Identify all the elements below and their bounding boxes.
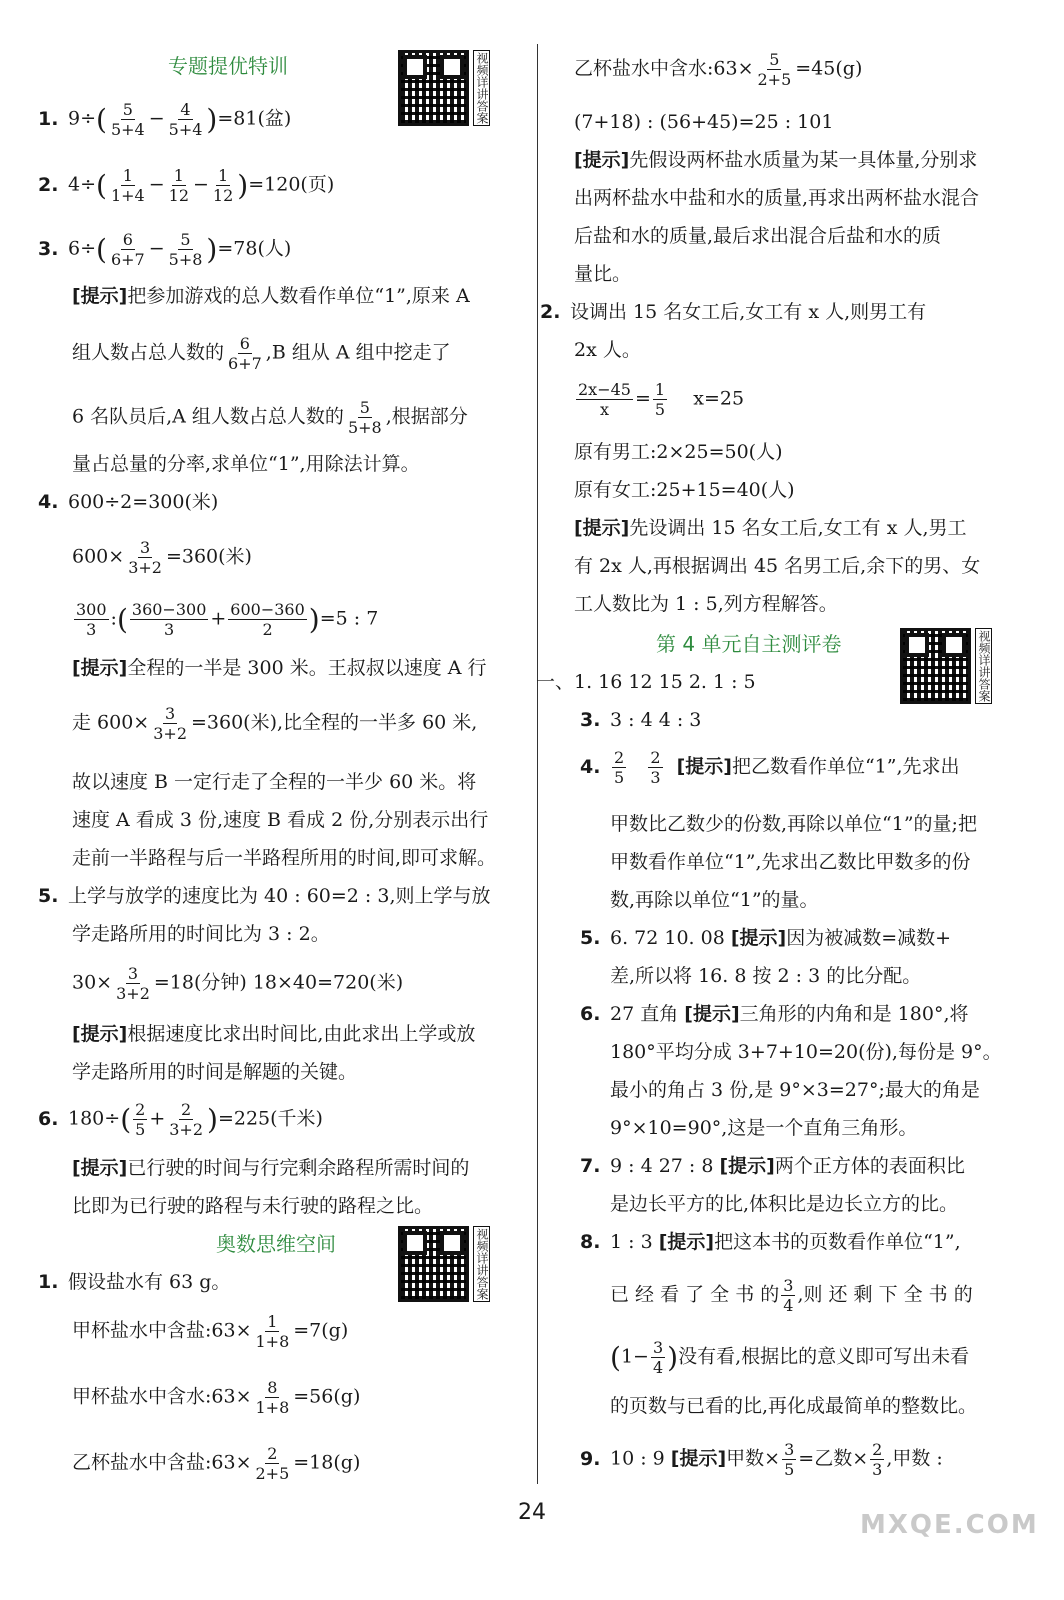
olympiad-1-ratio: (7+18) : (56+45)=25 : 101 (574, 111, 834, 133)
olympiad-1-line-1: 1. 假设盐水有 63 g。 (38, 1271, 231, 1293)
olympiad-2-line-1: 2. 设调出 15 名女工后,女工有 x 人,则男工有 (540, 301, 927, 323)
olympiad-1-line-2: 甲杯盐水中含盐:63× $\frac{1}{1+8}$ =7(g) (72, 1312, 349, 1351)
test-4-line-1: 4. $\frac{2}{5}$ $\frac{2}{3}$ [提示]把乙数看作单位“1”,先求出 (580, 748, 960, 787)
test-6-line-4: 9°×10=90°,这是一个直角三角形。 (610, 1117, 918, 1139)
hint-o2-line-3: 工人数比为 1 : 5,列方程解答。 (574, 593, 838, 615)
test-4-line-4: 数,再除以单位“1”的量。 (610, 889, 819, 911)
qr-label: 视频详讲答案 (475, 52, 489, 124)
problem-3: 3. 6÷( $\frac{6}{6+7}$ − $\frac{5}{5+8}$ )=78(人) (38, 230, 292, 269)
page-number: 24 (518, 1500, 546, 1525)
hint-o2-line-2: 有 2x 人,再根据调出 45 名男工后,余下的男、女 (574, 555, 981, 577)
problem-5-line-2: 学走路所用的时间比为 3 : 2。 (72, 923, 330, 945)
hint-4-line-1: [提示]全程的一半是 300 米。王叔叔以速度 A 行 (72, 657, 487, 679)
section-title-unit-4-test: 第 4 单元自主测评卷 (656, 632, 842, 656)
olympiad-1-line-5: 乙杯盐水中含水:63× $\frac{5}{2+5}$ =45(g) (574, 50, 863, 89)
hint-o2-line-1: [提示]先设调出 15 名女工后,女工有 x 人,男工 (574, 517, 967, 539)
olympiad-2-line-4: 原有男工:2×25=50(人) (574, 441, 783, 463)
hint-r-line-2: 出两杯盐水中盐和水的质量,再求出两杯盐水混合 (574, 187, 980, 209)
hint-3-line-4: 量占总量的分率,求单位“1”,用除法计算。 (72, 453, 420, 475)
test-9: 9. 10 : 9 [提示]甲数× $\frac{3}{5}$ =乙数× $\frac{2}{3}$ ,甲数 : (580, 1440, 943, 1479)
hint-3-line-3: 6 名队员后,A 组人数占总人数的 $\frac{5}{5+8}$ ,根据部分 (72, 398, 468, 437)
test-8-line-1: 8. 1 : 3 [提示]把这本书的页数看作单位“1”, (580, 1231, 961, 1253)
test-8-line-3: (1− $\frac{3}{4}$ )没有看,根据比的意义即可写出未看 (610, 1338, 970, 1377)
qr-code-image (398, 1226, 469, 1302)
section-title-special-training: 专题提优特训 (168, 54, 288, 78)
problem-4-line-2: 600× $\frac{3}{3+2}$ =360(米) (72, 538, 252, 577)
olympiad-2-line-2: 2x 人。 (574, 339, 641, 361)
hint-4-line-3: 故以速度 B 一定行走了全程的一半少 60 米。将 (72, 771, 477, 793)
problem-5-line-3: 30× $\frac{3}{3+2}$ =18(分钟) 18×40=720(米) (72, 964, 404, 1003)
test-4-line-2: 甲数比乙数少的份数,再除以单位“1”的量;把 (610, 813, 977, 835)
problem-4-line-1: 4. 600÷2=300(米) (38, 491, 219, 513)
section-title-olympiad: 奥数思维空间 (216, 1232, 336, 1256)
test-5-line-2: 差,所以将 16. 8 按 2 : 3 的比分配。 (610, 965, 922, 987)
qr-code-1[interactable] (398, 50, 490, 142)
hint-3-line-1: [提示]把参加游戏的总人数看作单位“1”,原来 A (72, 285, 470, 307)
column-divider (537, 44, 538, 1484)
hint-r-line-1: [提示]先假设两杯盐水质量为某一具体量,分别求 (574, 149, 978, 171)
test-1-2: 一、1. 16 12 15 2. 1 : 5 (536, 671, 756, 693)
problem-4-line-3: $\frac{300}{3}$ :( $\frac{360-300}{3}$ + $\frac{600-360}{2}$ )=5 : 7 (76, 600, 379, 639)
test-7-line-2: 是边长平方的比,体积比是边长立方的比。 (610, 1193, 959, 1215)
test-8-line-2: 已 经 看 了 全 书 的 $\frac{3}{4}$ ,则 还 剩 下 全 书 的 (610, 1276, 973, 1315)
problem-1: 1. 9÷( $\frac{5}{5+4}$ − $\frac{4}{5+4}$ )=81(盆) (38, 100, 292, 139)
watermark: MXQE.COM (860, 1510, 1039, 1540)
olympiad-1-line-3: 甲杯盐水中含水:63× $\frac{8}{1+8}$ =56(g) (72, 1378, 361, 1417)
qr-label: 视频详讲答案 (977, 630, 991, 702)
olympiad-2-equation: $\frac{2x-45}{x}$ = $\frac{1}{5}$ x=25 (578, 380, 745, 419)
qr-code-image (900, 628, 971, 704)
hint-4-line-5: 走前一半路程与后一半路程所用的时间,即可求解。 (72, 847, 497, 869)
qr-code-2[interactable] (398, 1226, 490, 1318)
test-3: 3. 3 : 4 4 : 3 (580, 709, 702, 731)
problem-6: 6. 180÷( $\frac{2}{5}$ + $\frac{2}{3+2}$ )=225(千米) (38, 1100, 323, 1139)
hint-3-line-2: 组人数占总人数的 $\frac{6}{6+7}$ ,B 组从 A 组中挖走了 (72, 334, 451, 373)
hint-r-line-3: 后盐和水的质量,最后求出混合后盐和水的质 (574, 225, 942, 247)
test-4-line-3: 甲数看作单位“1”,先求出乙数比甲数多的份 (610, 851, 971, 873)
hint-6-line-1: [提示]已行驶的时间与行完剩余路程所需时间的 (72, 1157, 470, 1179)
qr-code-3[interactable] (900, 628, 992, 720)
test-6-line-1: 6. 27 直角 [提示]三角形的内角和是 180°,将 (580, 1003, 969, 1025)
test-8-line-4: 的页数与已看的比,再化成最简单的整数比。 (610, 1395, 978, 1417)
test-6-line-2: 180°平均分成 3+7+10=20(份),每份是 9°。 (610, 1041, 1002, 1063)
olympiad-1-line-4: 乙杯盐水中含盐:63× $\frac{2}{2+5}$ =18(g) (72, 1444, 361, 1483)
olympiad-2-line-5: 原有女工:25+15=40(人) (574, 479, 795, 501)
test-6-line-3: 最小的角占 3 份,是 9°×3=27°;最大的角是 (610, 1079, 980, 1101)
hint-6-line-2: 比即为已行驶的路程与未行驶的路程之比。 (72, 1195, 434, 1217)
problem-5-line-1: 5. 上学与放学的速度比为 40 : 60=2 : 3,则上学与放 (38, 885, 491, 907)
hint-5-line-2: 学走路所用的时间是解题的关键。 (72, 1061, 358, 1083)
test-7-line-1: 7. 9 : 4 27 : 8 [提示]两个正方体的表面积比 (580, 1155, 965, 1177)
qr-code-image (398, 50, 469, 126)
problem-2: 2. 4÷( $\frac{1}{1+4}$ − $\frac{1}{12}$ − $\frac{1}{12}$ )=120(页) (38, 166, 335, 205)
hint-4-line-2: 走 600× $\frac{3}{3+2}$ =360(米),比全程的一半多 60 米, (72, 704, 478, 743)
qr-label: 视频详讲答案 (475, 1228, 489, 1300)
test-5-line-1: 5. 6. 72 10. 08 [提示]因为被减数=减数+ (580, 927, 952, 949)
hint-5-line-1: [提示]根据速度比求出时间比,由此求出上学或放 (72, 1023, 476, 1045)
hint-4-line-4: 速度 A 看成 3 份,速度 B 看成 2 份,分别表示出行 (72, 809, 489, 831)
hint-r-line-4: 量比。 (574, 263, 632, 285)
